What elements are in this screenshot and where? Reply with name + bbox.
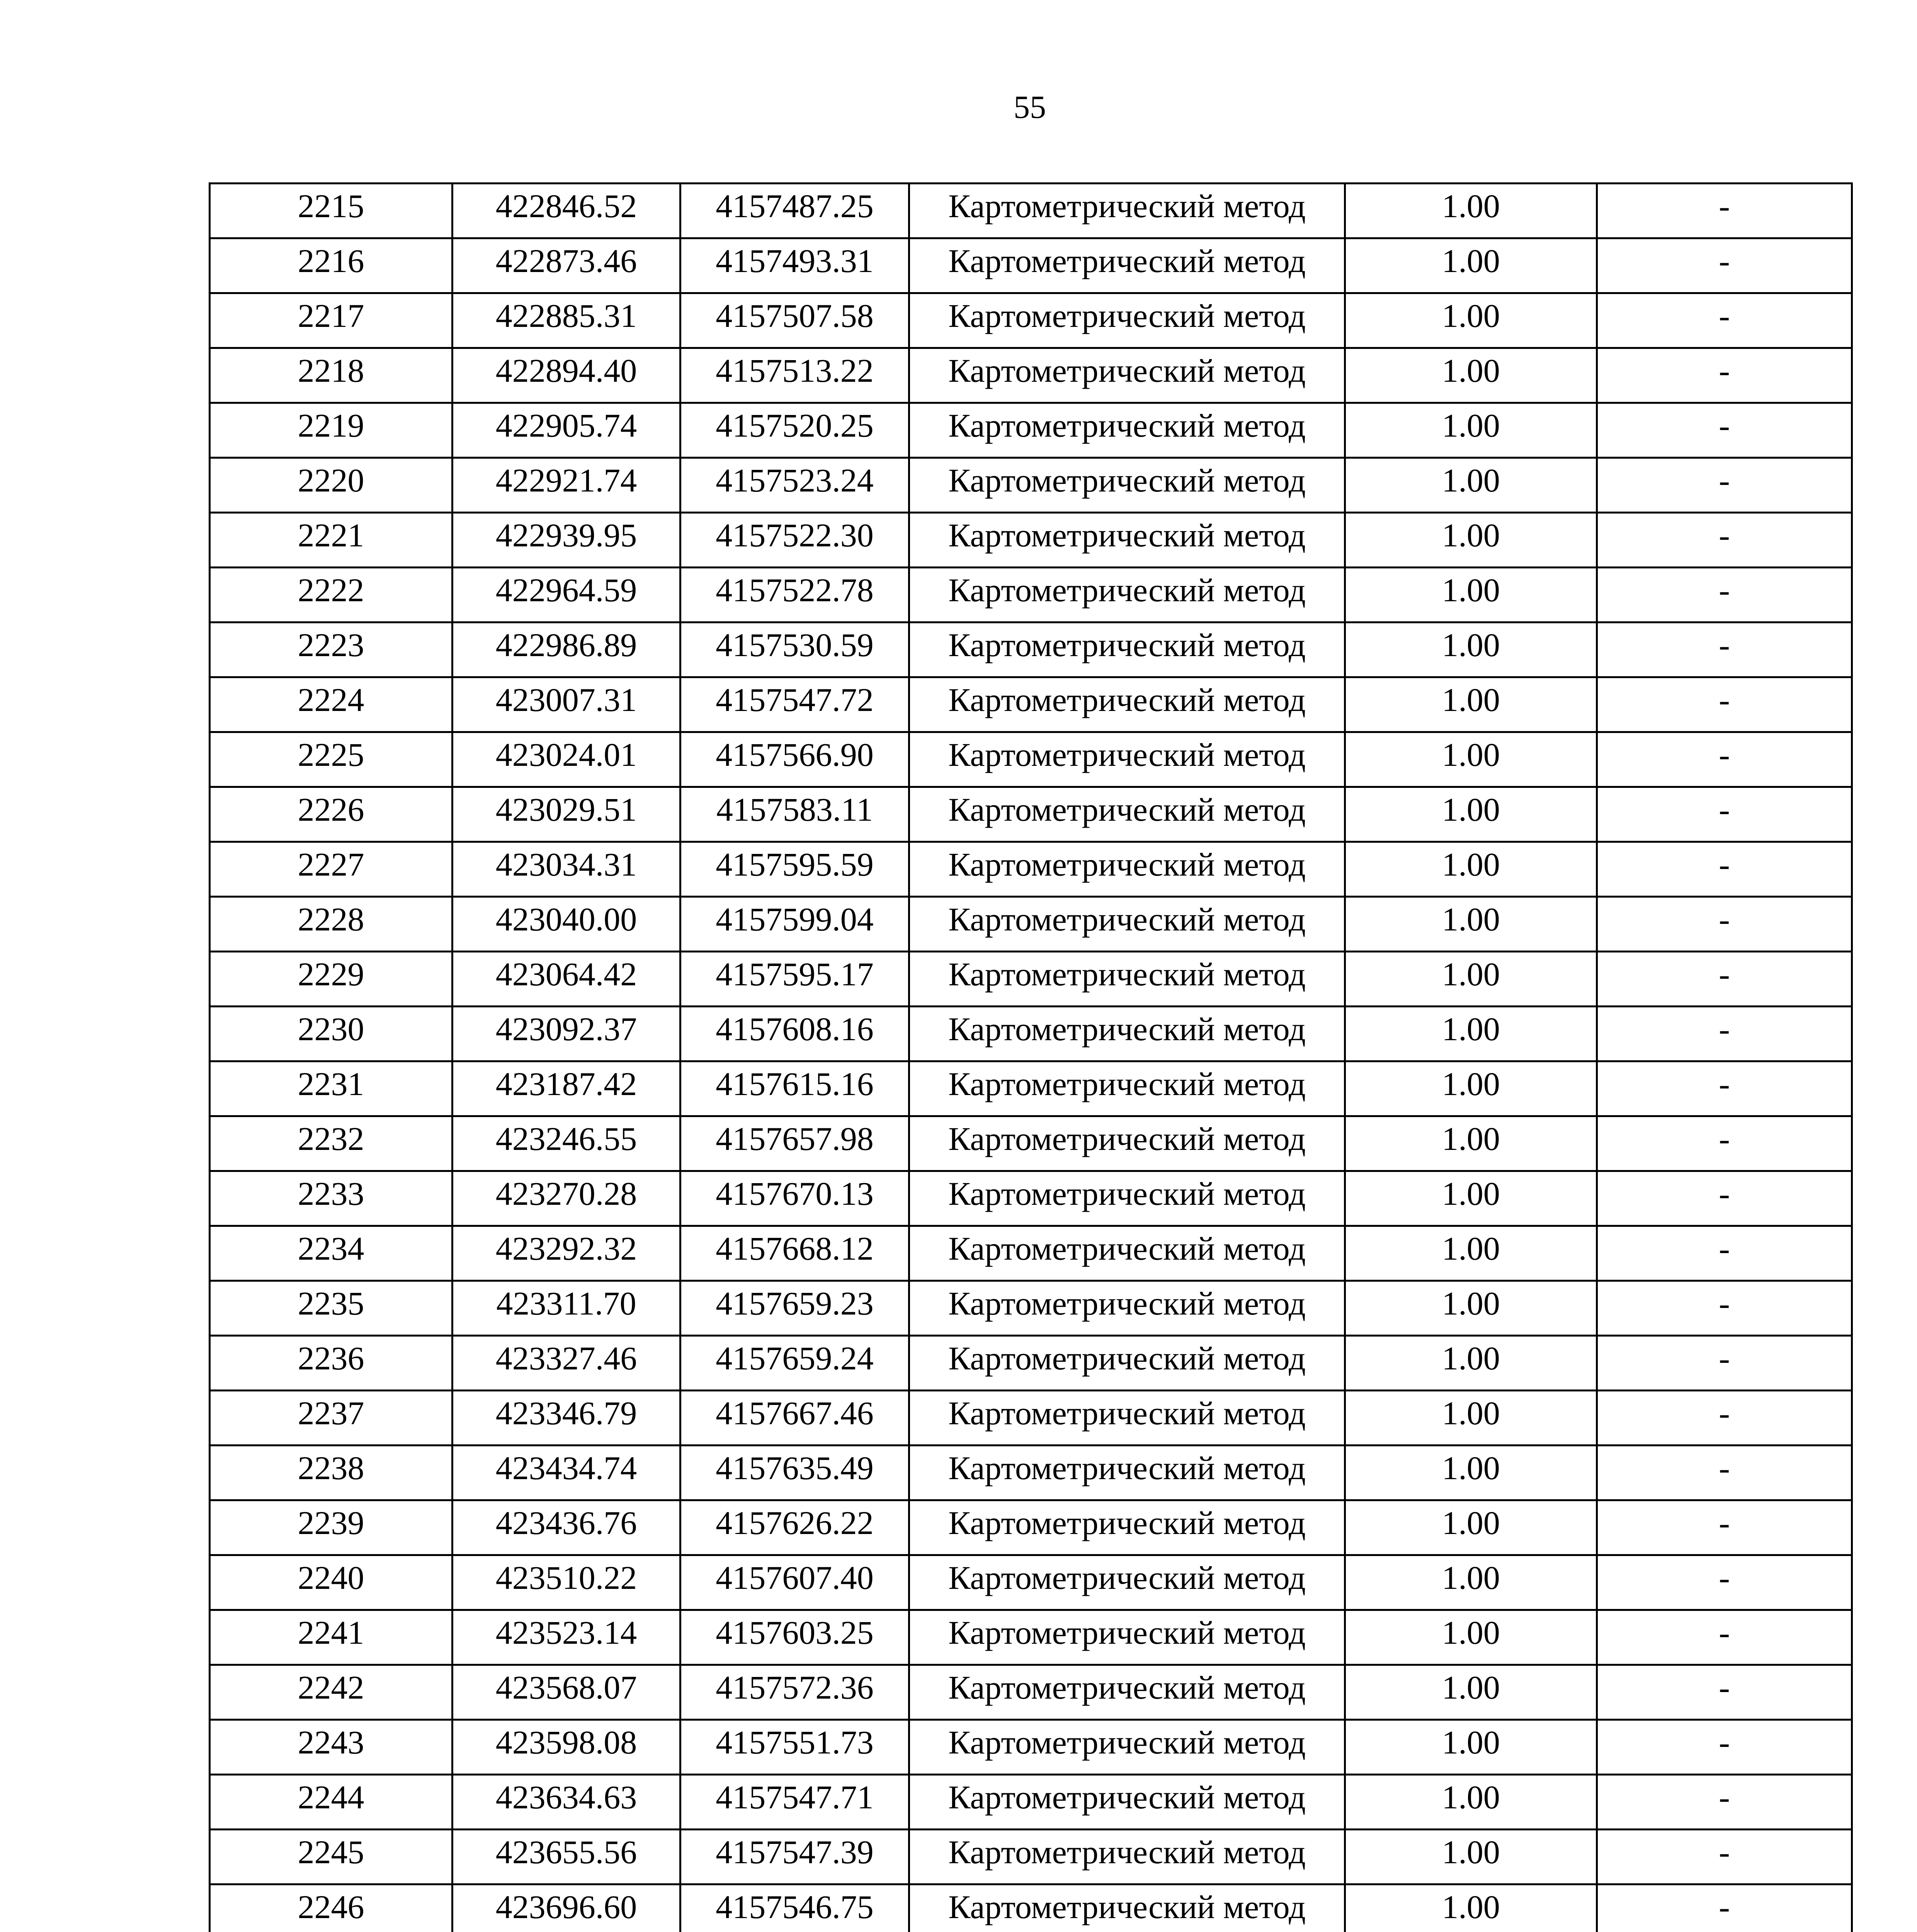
table-row	[210, 1555, 1852, 1610]
y-coordinate-cell: 4157659.23	[680, 1281, 909, 1336]
x-coordinate-cell: 422894.40	[452, 348, 680, 403]
note-cell: -	[1597, 1171, 1852, 1226]
point-number-cell: 2215	[210, 184, 452, 238]
table-row	[210, 293, 1852, 348]
x-coordinate-cell: 423346.79	[452, 1391, 680, 1446]
point-number-cell: 2241	[210, 1610, 452, 1665]
y-coordinate-cell: 4157522.30	[680, 513, 909, 568]
table-row	[210, 1226, 1852, 1281]
note-cell: -	[1597, 842, 1852, 897]
accuracy-cell: 1.00	[1345, 1665, 1597, 1720]
x-coordinate-cell: 423187.42	[452, 1061, 680, 1116]
accuracy-cell: 1.00	[1345, 348, 1597, 403]
note-cell: -	[1597, 1061, 1852, 1116]
note-cell: -	[1597, 1555, 1852, 1610]
method-cell: Картометрический метод	[909, 1281, 1345, 1336]
table-row	[210, 348, 1852, 403]
note-cell: -	[1597, 677, 1852, 732]
accuracy-cell: 1.00	[1345, 458, 1597, 513]
method-cell: Картометрический метод	[909, 1500, 1345, 1555]
note-cell: -	[1597, 1391, 1852, 1446]
x-coordinate-cell: 423292.32	[452, 1226, 680, 1281]
note-cell: -	[1597, 1226, 1852, 1281]
point-number-cell: 2232	[210, 1116, 452, 1171]
note-cell: -	[1597, 1500, 1852, 1555]
note-cell: -	[1597, 403, 1852, 458]
y-coordinate-cell: 4157608.16	[680, 1007, 909, 1061]
point-number-cell: 2222	[210, 568, 452, 622]
method-cell: Картометрический метод	[909, 1555, 1345, 1610]
method-cell: Картометрический метод	[909, 1446, 1345, 1500]
table-row	[210, 238, 1852, 293]
point-number-cell: 2220	[210, 458, 452, 513]
x-coordinate-cell: 422986.89	[452, 622, 680, 677]
table-row	[210, 1281, 1852, 1336]
y-coordinate-cell: 4157520.25	[680, 403, 909, 458]
table-row	[210, 1061, 1852, 1116]
point-number-cell: 2216	[210, 238, 452, 293]
y-coordinate-cell: 4157547.39	[680, 1830, 909, 1884]
y-coordinate-cell: 4157599.04	[680, 897, 909, 952]
x-coordinate-cell: 422846.52	[452, 184, 680, 238]
table-row	[210, 1884, 1852, 1932]
note-cell: -	[1597, 732, 1852, 787]
x-coordinate-cell: 423436.76	[452, 1500, 680, 1555]
point-number-cell: 2223	[210, 622, 452, 677]
accuracy-cell: 1.00	[1345, 622, 1597, 677]
table-row	[210, 1720, 1852, 1775]
point-number-cell: 2242	[210, 1665, 452, 1720]
point-number-cell: 2219	[210, 403, 452, 458]
x-coordinate-cell: 423510.22	[452, 1555, 680, 1610]
table-row	[210, 1446, 1852, 1500]
y-coordinate-cell: 4157566.90	[680, 732, 909, 787]
method-cell: Картометрический метод	[909, 952, 1345, 1007]
accuracy-cell: 1.00	[1345, 1446, 1597, 1500]
note-cell: -	[1597, 1775, 1852, 1830]
accuracy-cell: 1.00	[1345, 1116, 1597, 1171]
y-coordinate-cell: 4157615.16	[680, 1061, 909, 1116]
note-cell: -	[1597, 238, 1852, 293]
x-coordinate-cell: 423029.51	[452, 787, 680, 842]
method-cell: Картометрический метод	[909, 622, 1345, 677]
table-row	[210, 897, 1852, 952]
accuracy-cell: 1.00	[1345, 568, 1597, 622]
x-coordinate-cell: 423655.56	[452, 1830, 680, 1884]
point-number-cell: 2234	[210, 1226, 452, 1281]
method-cell: Картометрический метод	[909, 1007, 1345, 1061]
point-number-cell: 2228	[210, 897, 452, 952]
method-cell: Картометрический метод	[909, 568, 1345, 622]
note-cell: -	[1597, 513, 1852, 568]
note-cell: -	[1597, 1720, 1852, 1775]
method-cell: Картометрический метод	[909, 1391, 1345, 1446]
method-cell: Картометрический метод	[909, 1336, 1345, 1391]
accuracy-cell: 1.00	[1345, 1610, 1597, 1665]
y-coordinate-cell: 4157603.25	[680, 1610, 909, 1665]
table-row	[210, 622, 1852, 677]
coordinates-table	[209, 182, 1853, 1932]
point-number-cell: 2230	[210, 1007, 452, 1061]
y-coordinate-cell: 4157530.59	[680, 622, 909, 677]
point-number-cell: 2246	[210, 1884, 452, 1932]
y-coordinate-cell: 4157546.75	[680, 1884, 909, 1932]
x-coordinate-cell: 422905.74	[452, 403, 680, 458]
y-coordinate-cell: 4157547.72	[680, 677, 909, 732]
method-cell: Картометрический метод	[909, 677, 1345, 732]
x-coordinate-cell: 423064.42	[452, 952, 680, 1007]
x-coordinate-cell: 423092.37	[452, 1007, 680, 1061]
accuracy-cell: 1.00	[1345, 1884, 1597, 1932]
note-cell: -	[1597, 348, 1852, 403]
accuracy-cell: 1.00	[1345, 513, 1597, 568]
x-coordinate-cell: 423434.74	[452, 1446, 680, 1500]
accuracy-cell: 1.00	[1345, 732, 1597, 787]
point-number-cell: 2236	[210, 1336, 452, 1391]
method-cell: Картометрический метод	[909, 348, 1345, 403]
note-cell: -	[1597, 293, 1852, 348]
accuracy-cell: 1.00	[1345, 897, 1597, 952]
table-row	[210, 952, 1852, 1007]
accuracy-cell: 1.00	[1345, 787, 1597, 842]
table-row	[210, 1610, 1852, 1665]
note-cell: -	[1597, 787, 1852, 842]
method-cell: Картометрический метод	[909, 842, 1345, 897]
table-row	[210, 1500, 1852, 1555]
point-number-cell: 2231	[210, 1061, 452, 1116]
note-cell: -	[1597, 1116, 1852, 1171]
point-number-cell: 2229	[210, 952, 452, 1007]
table-row	[210, 1775, 1852, 1830]
method-cell: Картометрический метод	[909, 1171, 1345, 1226]
x-coordinate-cell: 422873.46	[452, 238, 680, 293]
point-number-cell: 2235	[210, 1281, 452, 1336]
table-row	[210, 1665, 1852, 1720]
accuracy-cell: 1.00	[1345, 1171, 1597, 1226]
accuracy-cell: 1.00	[1345, 952, 1597, 1007]
point-number-cell: 2226	[210, 787, 452, 842]
accuracy-cell: 1.00	[1345, 184, 1597, 238]
note-cell: -	[1597, 568, 1852, 622]
accuracy-cell: 1.00	[1345, 1336, 1597, 1391]
note-cell: -	[1597, 1446, 1852, 1500]
y-coordinate-cell: 4157595.59	[680, 842, 909, 897]
table-row	[210, 513, 1852, 568]
method-cell: Картометрический метод	[909, 1116, 1345, 1171]
y-coordinate-cell: 4157572.36	[680, 1665, 909, 1720]
note-cell: -	[1597, 952, 1852, 1007]
method-cell: Картометрический метод	[909, 787, 1345, 842]
point-number-cell: 2227	[210, 842, 452, 897]
y-coordinate-cell: 4157667.46	[680, 1391, 909, 1446]
x-coordinate-cell: 423024.01	[452, 732, 680, 787]
accuracy-cell: 1.00	[1345, 1775, 1597, 1830]
x-coordinate-cell: 423634.63	[452, 1775, 680, 1830]
note-cell: -	[1597, 1610, 1852, 1665]
x-coordinate-cell: 423246.55	[452, 1116, 680, 1171]
point-number-cell: 2225	[210, 732, 452, 787]
y-coordinate-cell: 4157513.22	[680, 348, 909, 403]
note-cell: -	[1597, 1007, 1852, 1061]
point-number-cell: 2244	[210, 1775, 452, 1830]
y-coordinate-cell: 4157547.71	[680, 1775, 909, 1830]
y-coordinate-cell: 4157595.17	[680, 952, 909, 1007]
table-row	[210, 732, 1852, 787]
x-coordinate-cell: 423040.00	[452, 897, 680, 952]
y-coordinate-cell: 4157668.12	[680, 1226, 909, 1281]
table-row	[210, 1171, 1852, 1226]
accuracy-cell: 1.00	[1345, 1281, 1597, 1336]
method-cell: Картометрический метод	[909, 1830, 1345, 1884]
table-row	[210, 842, 1852, 897]
accuracy-cell: 1.00	[1345, 293, 1597, 348]
y-coordinate-cell: 4157626.22	[680, 1500, 909, 1555]
method-cell: Картометрический метод	[909, 403, 1345, 458]
x-coordinate-cell: 422885.31	[452, 293, 680, 348]
x-coordinate-cell: 422939.95	[452, 513, 680, 568]
x-coordinate-cell: 423568.07	[452, 1665, 680, 1720]
y-coordinate-cell: 4157657.98	[680, 1116, 909, 1171]
page-number: 55	[1014, 89, 1046, 125]
y-coordinate-cell: 4157522.78	[680, 568, 909, 622]
point-number-cell: 2217	[210, 293, 452, 348]
note-cell: -	[1597, 1830, 1852, 1884]
method-cell: Картометрический метод	[909, 293, 1345, 348]
note-cell: -	[1597, 184, 1852, 238]
method-cell: Картометрический метод	[909, 1061, 1345, 1116]
accuracy-cell: 1.00	[1345, 1007, 1597, 1061]
y-coordinate-cell: 4157659.24	[680, 1336, 909, 1391]
x-coordinate-cell: 422964.59	[452, 568, 680, 622]
x-coordinate-cell: 423007.31	[452, 677, 680, 732]
point-number-cell: 2240	[210, 1555, 452, 1610]
accuracy-cell: 1.00	[1345, 1391, 1597, 1446]
table-row	[210, 1830, 1852, 1884]
method-cell: Картометрический метод	[909, 1665, 1345, 1720]
coordinates-table-body	[210, 184, 1852, 1932]
accuracy-cell: 1.00	[1345, 1226, 1597, 1281]
y-coordinate-cell: 4157523.24	[680, 458, 909, 513]
point-number-cell: 2243	[210, 1720, 452, 1775]
y-coordinate-cell: 4157670.13	[680, 1171, 909, 1226]
method-cell: Картометрический метод	[909, 1775, 1345, 1830]
table-row	[210, 787, 1852, 842]
method-cell: Картометрический метод	[909, 897, 1345, 952]
method-cell: Картометрический метод	[909, 1720, 1345, 1775]
accuracy-cell: 1.00	[1345, 238, 1597, 293]
x-coordinate-cell: 423311.70	[452, 1281, 680, 1336]
accuracy-cell: 1.00	[1345, 1555, 1597, 1610]
y-coordinate-cell: 4157551.73	[680, 1720, 909, 1775]
y-coordinate-cell: 4157487.25	[680, 184, 909, 238]
table-row	[210, 458, 1852, 513]
x-coordinate-cell: 423696.60	[452, 1884, 680, 1932]
accuracy-cell: 1.00	[1345, 403, 1597, 458]
table-row	[210, 677, 1852, 732]
method-cell: Картометрический метод	[909, 513, 1345, 568]
table-row	[210, 403, 1852, 458]
note-cell: -	[1597, 458, 1852, 513]
point-number-cell: 2239	[210, 1500, 452, 1555]
y-coordinate-cell: 4157583.11	[680, 787, 909, 842]
accuracy-cell: 1.00	[1345, 1830, 1597, 1884]
point-number-cell: 2237	[210, 1391, 452, 1446]
note-cell: -	[1597, 1281, 1852, 1336]
accuracy-cell: 1.00	[1345, 842, 1597, 897]
table-row	[210, 568, 1852, 622]
table-row	[210, 1336, 1852, 1391]
table-row	[210, 1116, 1852, 1171]
note-cell: -	[1597, 622, 1852, 677]
table-row	[210, 1007, 1852, 1061]
note-cell: -	[1597, 897, 1852, 952]
point-number-cell: 2224	[210, 677, 452, 732]
method-cell: Картометрический метод	[909, 1884, 1345, 1932]
accuracy-cell: 1.00	[1345, 1061, 1597, 1116]
point-number-cell: 2218	[210, 348, 452, 403]
x-coordinate-cell: 422921.74	[452, 458, 680, 513]
method-cell: Картометрический метод	[909, 458, 1345, 513]
x-coordinate-cell: 423598.08	[452, 1720, 680, 1775]
y-coordinate-cell: 4157635.49	[680, 1446, 909, 1500]
point-number-cell: 2233	[210, 1171, 452, 1226]
x-coordinate-cell: 423270.28	[452, 1171, 680, 1226]
x-coordinate-cell: 423034.31	[452, 842, 680, 897]
point-number-cell: 2238	[210, 1446, 452, 1500]
table-row	[210, 1391, 1852, 1446]
note-cell: -	[1597, 1665, 1852, 1720]
method-cell: Картометрический метод	[909, 184, 1345, 238]
table-row	[210, 184, 1852, 238]
note-cell: -	[1597, 1884, 1852, 1932]
note-cell: -	[1597, 1336, 1852, 1391]
x-coordinate-cell: 423327.46	[452, 1336, 680, 1391]
x-coordinate-cell: 423523.14	[452, 1610, 680, 1665]
accuracy-cell: 1.00	[1345, 1720, 1597, 1775]
method-cell: Картометрический метод	[909, 238, 1345, 293]
method-cell: Картометрический метод	[909, 732, 1345, 787]
point-number-cell: 2221	[210, 513, 452, 568]
accuracy-cell: 1.00	[1345, 677, 1597, 732]
accuracy-cell: 1.00	[1345, 1500, 1597, 1555]
method-cell: Картометрический метод	[909, 1226, 1345, 1281]
y-coordinate-cell: 4157607.40	[680, 1555, 909, 1610]
y-coordinate-cell: 4157493.31	[680, 238, 909, 293]
y-coordinate-cell: 4157507.58	[680, 293, 909, 348]
method-cell: Картометрический метод	[909, 1610, 1345, 1665]
point-number-cell: 2245	[210, 1830, 452, 1884]
